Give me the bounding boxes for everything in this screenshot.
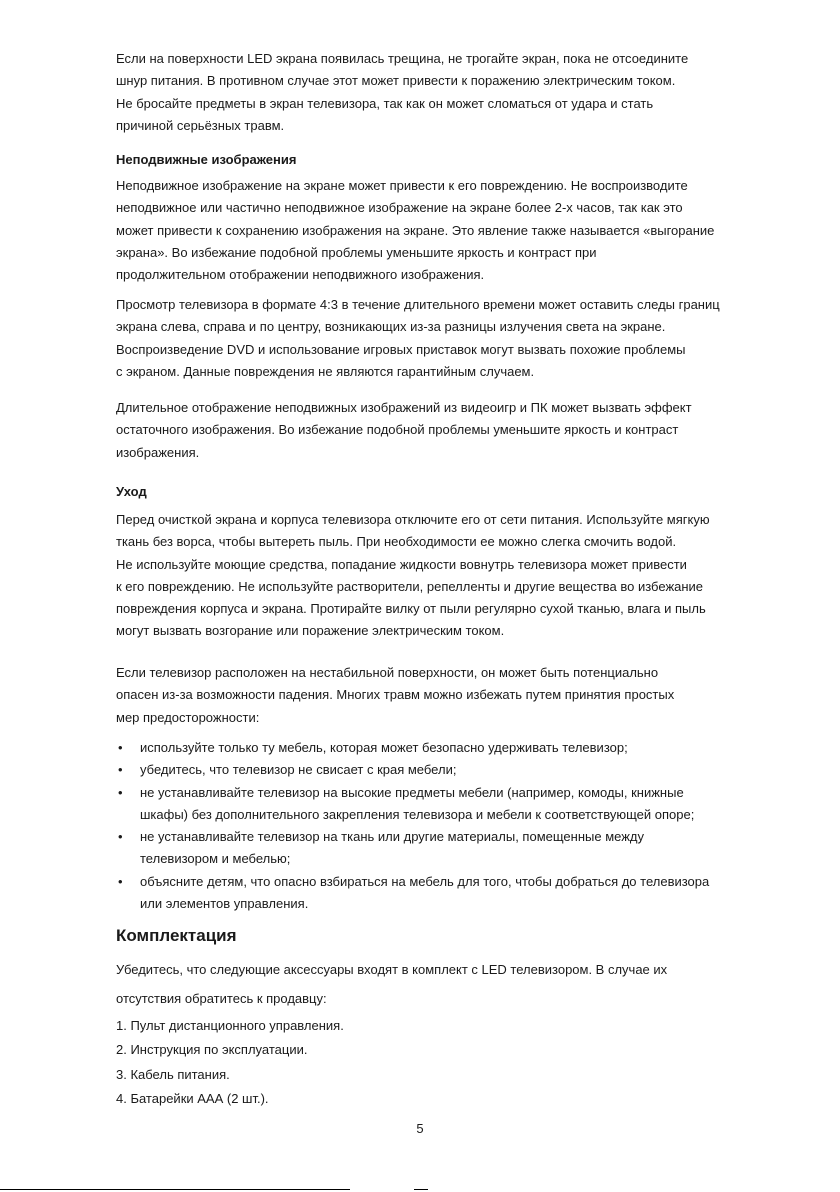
list-item: 2. Инструкция по эксплуатации. [116,1042,308,1058]
text-line: шнур питания. В противном случае этот может привести к поражению электрическим током. [116,73,676,89]
list-item [116,826,796,871]
text-line: причиной серьёзных травм. [116,117,285,133]
text-line: телевизором и мебелью; [140,851,291,867]
text-line: экрана». Во избежание подобной проблемы уменьшите яркость и контраст при [116,244,597,260]
text-line: неподвижное или частично неподвижное изображение на экране более 2-х часов, так как это [116,200,683,216]
bullet-icon: • [118,762,123,778]
text-line: Не бросайте предметы в экран телевизора, так как он может сломаться от удара и стать [116,95,654,111]
still-images-paragraph-1 [116,175,788,286]
still-images-paragraph-3 [116,397,788,464]
care-paragraph-1 [116,509,788,643]
text-line: Если на поверхности LED экрана появилась трещина, не трогайте экран, пока не отсоедините [116,51,689,66]
text-line: Не используйте моющие средства, попадание жидкости вовнутрь телевизора может привести [116,556,687,572]
text-line: или элементов управления. [140,896,309,912]
text-line: объясните детям, что опасно взбираться на мебель для того, чтобы добраться до телевизора [140,873,710,889]
safety-bullet-list [116,737,796,915]
footer-divider [414,1189,428,1190]
text-line: шкафы) без дополнительного закрепления телевизора и мебели к соответствующей опоре; [140,806,695,822]
text-line: мер предосторожности: [116,709,260,725]
text-line: опасен из-за возможности падения. Многих травм можно избежать путем принятия простых [116,687,675,703]
text-line: могут вызвать возгорание или поражение электрическим током. [116,623,505,639]
text-line: Если телевизор расположен на нестабильной поверхности, он может быть потенциально [116,665,659,680]
text-line: может привести к сохранению изображения на экране. Это явление также называется «выгорание [116,222,715,238]
package-paragraph-1 [116,959,788,981]
text-line: не устанавливайте телевизор на ткань или другие материалы, помещенные между [140,829,644,845]
list-item [116,737,796,759]
text-line: остаточного изображения. Во избежание подобной проблемы уменьшите яркость и контраст [116,422,679,438]
text-line: отсутствия обратитесь к продавцу: [116,991,327,1006]
text-line: с экраном. Данные повреждения не являются гарантийным случаем. [116,363,535,379]
text-line: используйте только ту мебель, которая может безопасно удерживать телевизор; [140,740,628,755]
text-line: убедитесь, что телевизор не свисает с края мебели; [140,762,457,778]
text-line: Убедитесь, что следующие аксессуары входят в комплект с LED телевизором. В случае их [116,962,668,977]
text-line: продолжительном отображении неподвижного изображения. [116,267,485,283]
text-line: ткань без ворса, чтобы вытереть пыль. При необходимости ее можно слегка смочить водой. [116,534,677,550]
bullet-icon: • [118,873,123,889]
text-line: Перед очисткой экрана и корпуса телевизора отключите его от сети питания. Используйте мягкую [116,512,710,527]
list-item [116,871,796,916]
text-line: Неподвижное изображение на экране может привести к его повреждению. Не воспроизводите [116,178,688,193]
text-line: изображения. [116,444,200,460]
list-item: 1. Пульт дистанционного управления. [116,1018,344,1033]
section-heading-package: Комплектация [116,926,237,945]
intro-paragraph [116,48,788,137]
list-item: 3. Кабель питания. [116,1066,230,1082]
section-heading-still-images: Неподвижные изображения [116,152,297,167]
bullet-icon: • [118,784,123,800]
text-line: не устанавливайте телевизор на высокие предметы мебели (например, комоды, книжные [140,784,684,800]
list-item: 4. Батарейки ААА (2 шт.). [116,1091,269,1107]
package-item-list [116,1014,344,1112]
still-images-paragraph-2 [116,294,788,383]
list-item [116,759,796,781]
text-line: экрана слева, справа и по центру, возникающих из-за разницы излучения света на экране. [116,319,666,335]
text-line: Воспроизведение DVD и использование игровых приставок могут вызвать похожие проблемы [116,341,686,357]
bullet-icon: • [118,740,123,755]
care-paragraph-2 [116,662,788,729]
list-item [116,782,796,827]
text-line: к его повреждению. Не используйте растворители, репелленты и другие вещества во избежание [116,578,704,594]
bullet-icon: • [118,829,123,845]
package-paragraph-2 [116,988,788,1010]
text-line: Просмотр телевизора в формате 4:3 в течение длительного времени может оставить следы границ [116,297,720,312]
text-line: повреждения корпуса и экрана. Протирайте вилку от пыли регулярно сухой тканью, влага и пыль [116,601,706,617]
page-number: 5 [416,1121,424,1136]
footer-divider [0,1189,350,1190]
text-line: Длительное отображение неподвижных изображений из видеоигр и ПК может вызвать эффект [116,400,692,415]
section-heading-care: Уход [116,484,147,499]
